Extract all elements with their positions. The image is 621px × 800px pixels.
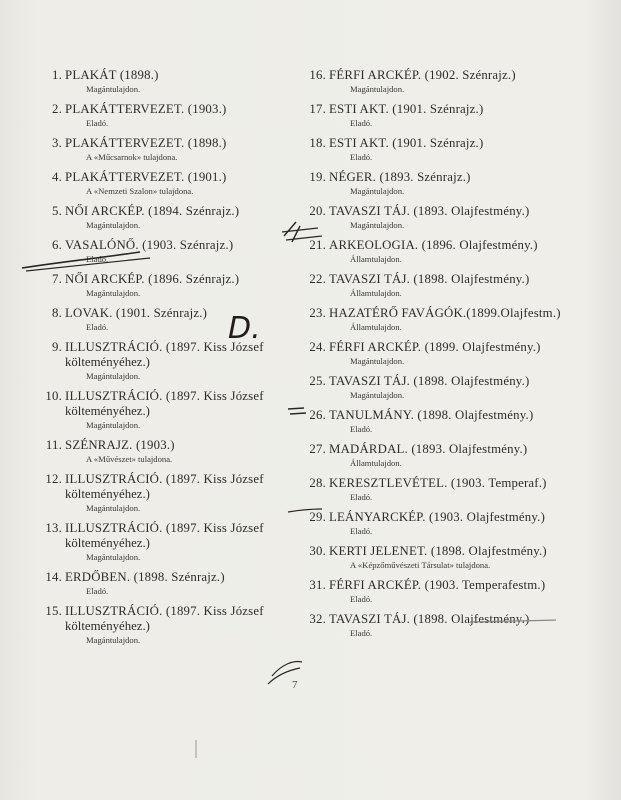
catalog-entry <box>40 170 302 197</box>
entry-title-continuation: költeményéhez.) <box>65 487 150 501</box>
entry-title-line <box>304 340 594 355</box>
entry-ownership-note: Eladó. <box>350 118 373 128</box>
left-column <box>40 68 302 653</box>
entry-title-line <box>304 136 594 151</box>
entry-number: 6. <box>52 238 62 252</box>
entry-number: 25. <box>309 374 326 388</box>
entry-title: ILLUSZTRÁCIÓ. (1897. Kiss József <box>65 340 264 354</box>
entry-ownership-note: Magántulajdon. <box>86 84 141 94</box>
entry-title: NÉGER. (1893. Szénrajz.) <box>329 170 471 184</box>
entry-number: 10. <box>45 389 62 403</box>
entry-title: PLAKÁTTERVEZET. (1903.) <box>65 102 227 116</box>
entry-title: FÉRFI ARCKÉP. (1899. Olajfestmény.) <box>329 340 541 354</box>
entry-title-line <box>304 510 594 525</box>
entry-number: 9. <box>52 340 62 354</box>
entry-ownership-note: Magántulajdon. <box>350 220 405 230</box>
entry-ownership-note: Magántulajdon. <box>86 635 141 645</box>
entry-number: 14. <box>45 570 62 584</box>
catalog-entry <box>304 102 594 129</box>
entry-title: PLAKÁT (1898.) <box>65 68 159 82</box>
entry-number: 27. <box>309 442 326 456</box>
entry-title-line <box>304 204 594 219</box>
entry-title: FÉRFI ARCKÉP. (1902. Szénrajz.) <box>329 68 516 82</box>
entry-title: NŐI ARCKÉP. (1896. Szénrajz.) <box>65 272 240 286</box>
entry-title: HAZATÉRŐ FAVÁGÓK.(1899.Olajfestm.) <box>329 306 561 320</box>
entry-ownership-note: Eladó. <box>350 628 373 638</box>
entry-number: 17. <box>309 102 326 116</box>
entry-title: KERTI JELENET. (1898. Olajfestmény.) <box>329 544 547 558</box>
catalog-entry <box>40 438 302 465</box>
entry-number: 19. <box>309 170 326 184</box>
entry-ownership-note: Magántulajdon. <box>86 288 141 298</box>
entry-title-continuation: költeményéhez.) <box>65 536 150 550</box>
entry-title-line <box>40 272 302 287</box>
entry-title-line <box>304 544 594 559</box>
catalog-entry <box>40 102 302 129</box>
entry-ownership-note: Magántulajdon. <box>350 356 405 366</box>
entry-ownership-note: Magántulajdon. <box>86 220 141 230</box>
entry-title: NŐI ARCKÉP. (1894. Szénrajz.) <box>65 204 240 218</box>
catalog-entry <box>304 306 594 333</box>
entry-number: 2. <box>52 102 62 116</box>
catalog-entry <box>304 544 594 571</box>
entry-ownership-note: Eladó. <box>86 118 109 128</box>
entry-title: ARKEOLOGIA. (1896. Olajfestmény.) <box>329 238 538 252</box>
entry-ownership-note: Eladó. <box>86 254 109 264</box>
entry-title: FÉRFI ARCKÉP. (1903. Temperafestm.) <box>329 578 546 592</box>
entry-ownership-note: A «Művészet» tulajdona. <box>86 454 173 464</box>
entry-title: KERESZTLEVÉTEL. (1903. Temperaf.) <box>329 476 547 490</box>
entry-title-line <box>40 204 302 219</box>
entry-number: 23. <box>309 306 326 320</box>
entry-title-line <box>40 306 302 321</box>
entry-number: 18. <box>309 136 326 150</box>
entry-number: 7. <box>52 272 62 286</box>
entry-title-line <box>40 68 302 83</box>
entry-title-line <box>40 438 302 453</box>
catalog-entry <box>304 408 594 435</box>
entry-number: 16. <box>309 68 326 82</box>
entry-title: ERDŐBEN. (1898. Szénrajz.) <box>65 570 225 584</box>
catalog-entry <box>304 510 594 537</box>
entry-ownership-note: Államtulajdon. <box>350 458 402 468</box>
entry-title-line <box>304 374 594 389</box>
catalog-entry <box>304 136 594 163</box>
entry-title-line <box>304 102 594 117</box>
entry-title: ILLUSZTRÁCIÓ. (1897. Kiss József <box>65 604 264 618</box>
catalog-entry <box>40 472 302 514</box>
pen-mark-d: D. <box>228 311 261 346</box>
catalog-entry <box>304 476 594 503</box>
entry-number: 12. <box>45 472 62 486</box>
entry-title-line <box>304 306 594 321</box>
catalog-entry <box>40 521 302 563</box>
entry-title-line <box>304 578 594 593</box>
entry-ownership-note: Államtulajdon. <box>350 288 402 298</box>
catalog-entry <box>304 272 594 299</box>
entry-title: ESTI AKT. (1901. Szénrajz.) <box>329 102 484 116</box>
catalog-entry <box>40 306 302 333</box>
entry-title: PLAKÁTTERVEZET. (1898.) <box>65 136 227 150</box>
entry-title-line <box>40 570 302 585</box>
entry-number: 4. <box>52 170 62 184</box>
catalog-entry <box>304 340 594 367</box>
catalog-entry <box>304 442 594 469</box>
entry-title-line <box>40 170 302 185</box>
entry-title-line <box>40 340 302 355</box>
entry-title: LOVAK. (1901. Szénrajz.) <box>65 306 208 320</box>
entry-title: ILLUSZTRÁCIÓ. (1897. Kiss József <box>65 389 264 403</box>
entry-ownership-note: Magántulajdon. <box>86 371 141 381</box>
entry-number: 15. <box>45 604 62 618</box>
page-number: 7 <box>292 679 298 691</box>
entry-title: TANULMÁNY. (1898. Olajfestmény.) <box>329 408 534 422</box>
entry-title-line <box>304 170 594 185</box>
catalog-entry <box>40 389 302 431</box>
entry-title: PLAKÁTTERVEZET. (1901.) <box>65 170 227 184</box>
catalog-entry <box>40 136 302 163</box>
entry-number: 11. <box>45 438 62 452</box>
catalog-entry <box>304 612 594 639</box>
entry-number: 30. <box>309 544 326 558</box>
entry-number: 24. <box>309 340 326 354</box>
entry-title: TAVASZI TÁJ. (1898. Olajfestmény.) <box>329 374 530 388</box>
entry-title-line <box>304 408 594 423</box>
entry-number: 32. <box>309 612 326 626</box>
entry-number: 21. <box>309 238 326 252</box>
entry-title-line <box>40 472 302 487</box>
entry-number: 26. <box>309 408 326 422</box>
entry-title-line <box>304 612 594 627</box>
entry-title-continuation: költeményéhez.) <box>65 355 150 369</box>
entry-ownership-note: Eladó. <box>86 322 109 332</box>
entry-ownership-note: Eladó. <box>86 586 109 596</box>
entry-title-line <box>304 442 594 457</box>
right-column <box>304 68 594 646</box>
entry-ownership-note: A «Képzőművészeti Társulat» tulajdona. <box>350 560 491 570</box>
entry-number: 13. <box>45 521 62 535</box>
entry-ownership-note: Magántulajdon. <box>86 503 141 513</box>
entry-ownership-note: Magántulajdon. <box>350 390 405 400</box>
entry-number: 31. <box>309 578 326 592</box>
entry-title: TAVASZI TÁJ. (1893. Olajfestmény.) <box>329 204 530 218</box>
entry-ownership-note: Magántulajdon. <box>86 420 141 430</box>
entry-title: SZÉNRAJZ. (1903.) <box>65 438 175 452</box>
catalog-entry <box>40 604 302 646</box>
entry-number: 5. <box>52 204 62 218</box>
entry-number: 22. <box>309 272 326 286</box>
catalog-entry <box>304 170 594 197</box>
catalog-entry <box>304 68 594 95</box>
catalog-entry <box>40 238 302 265</box>
entry-ownership-note: A «Műcsarnok» tulajdona. <box>86 152 178 162</box>
entry-title-line <box>304 68 594 83</box>
entry-title-line <box>40 389 302 404</box>
catalog-entry <box>40 272 302 299</box>
catalog-entry <box>40 570 302 597</box>
entry-ownership-note: Eladó. <box>350 424 373 434</box>
entry-ownership-note: Eladó. <box>350 492 373 502</box>
entry-ownership-note: Eladó. <box>350 594 373 604</box>
entry-title-continuation: költeményéhez.) <box>65 619 150 633</box>
entry-title: ILLUSZTRÁCIÓ. (1897. Kiss József <box>65 472 264 486</box>
entry-title: MADÁRDAL. (1893. Olajfestmény.) <box>329 442 528 456</box>
entry-number: 1. <box>52 68 62 82</box>
entry-ownership-note: Magántulajdon. <box>350 186 405 196</box>
catalog-entry <box>40 340 302 382</box>
entry-title-line <box>40 102 302 117</box>
entry-title-line <box>40 604 302 619</box>
entry-title-line <box>304 476 594 491</box>
entry-title: TAVASZI TÁJ. (1898. Olajfestmény.) <box>329 612 530 626</box>
entry-title-line <box>40 521 302 536</box>
entry-title-line <box>40 238 302 253</box>
entry-ownership-note: Magántulajdon. <box>86 552 141 562</box>
entry-ownership-note: Államtulajdon. <box>350 254 402 264</box>
entry-title: ESTI AKT. (1901. Szénrajz.) <box>329 136 484 150</box>
entry-title: VASALÓNŐ. (1903. Szénrajz.) <box>65 238 234 252</box>
entry-ownership-note: Eladó. <box>350 152 373 162</box>
entry-number: 29. <box>309 510 326 524</box>
catalog-entry <box>304 204 594 231</box>
entry-number: 28. <box>309 476 326 490</box>
entry-title: TAVASZI TÁJ. (1898. Olajfestmény.) <box>329 272 530 286</box>
entry-title-continuation: költeményéhez.) <box>65 404 150 418</box>
entry-number: 20. <box>309 204 326 218</box>
catalog-entry <box>304 238 594 265</box>
entry-title-line <box>304 238 594 253</box>
entry-ownership-note: Államtulajdon. <box>350 322 402 332</box>
entry-ownership-note: Magántulajdon. <box>350 84 405 94</box>
catalog-entry <box>304 374 594 401</box>
entry-title: ILLUSZTRÁCIÓ. (1897. Kiss József <box>65 521 264 535</box>
catalog-entry <box>304 578 594 605</box>
entry-title-line <box>304 272 594 287</box>
entry-ownership-note: Eladó. <box>350 526 373 536</box>
entry-ownership-note: A «Nemzeti Szalon» tulajdona. <box>86 186 194 196</box>
catalog-entry <box>40 204 302 231</box>
entry-title-line <box>40 136 302 151</box>
entry-number: 8. <box>52 306 62 320</box>
entry-number: 3. <box>52 136 62 150</box>
catalog-entry <box>40 68 302 95</box>
entry-title: LEÁNYARCKÉP. (1903. Olajfestmény.) <box>329 510 546 524</box>
